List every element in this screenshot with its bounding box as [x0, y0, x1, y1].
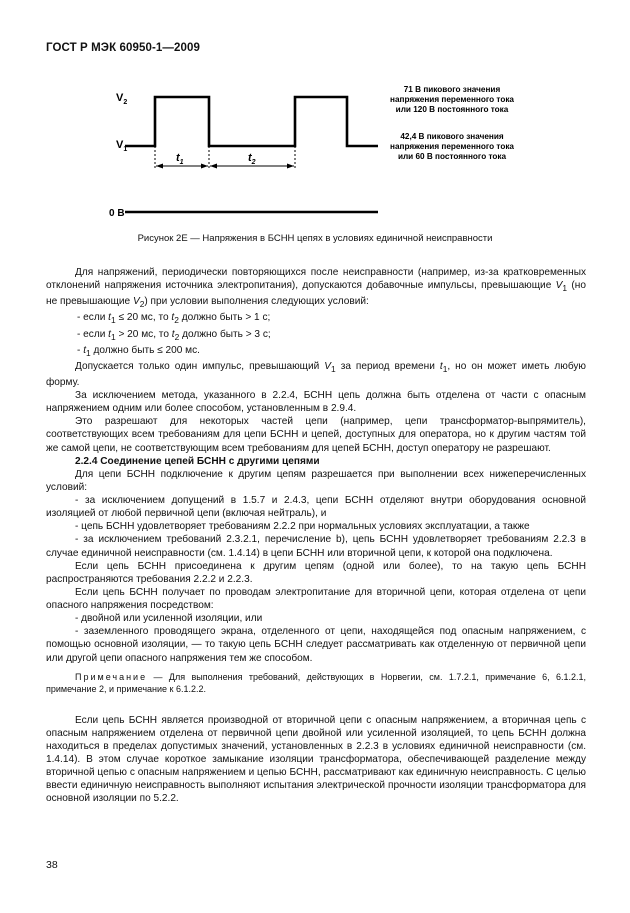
svg-text:напряжения переменного тока: напряжения переменного тока	[390, 142, 514, 151]
svg-text:напряжения переменного тока: напряжения переменного тока	[390, 95, 514, 104]
svg-text:или 60 В постоянного тока: или 60 В постоянного тока	[397, 152, 507, 161]
paragraph: Если цепь БСНН получает по проводам электропитание для вторичной цепи, которая отделена от цепи опасного напряжения посредством:	[46, 586, 586, 612]
paragraph: Для напряжений, периодически повторяющихся после неисправности (например, из-за кратковременных отклонений напряжения источника электропитания), допускаются добавочные импульсы, превышающие $V_1$ (но не превышающие $V_2$) при условии выполнения следующих условий:	[46, 267, 586, 310]
upper-voltage-note	[390, 85, 514, 114]
paragraph: Если цепь БСНН присоединена к другим цепям (одной или более), то на такую цепь БСНН распространяются требования 2.2.2 и 2.2.3.	[46, 560, 586, 585]
t2-label: $t_2$	[248, 152, 256, 166]
list-item: - за исключением требований 2.3.2.1, перечисление b), цепь БСНН удовлетворяет требованиям 2.2.3 в случае единичной неисправности (см. 1.4.14) в цепи БСНН или вторичной цепи, к которой она подключена.	[46, 534, 586, 559]
svg-text:42,4 В пикового значения: 42,4 В пикового значения	[400, 132, 504, 141]
figure-caption: Рисунок 2Е — Напряжения в БСНН цепях в условиях единичной неисправности	[137, 233, 493, 244]
page-number: 38	[46, 859, 58, 871]
paragraph: Допускается только один импульс, превышающий $V_1$ за период времени $t_1$, но он может иметь любую форму.	[46, 360, 586, 388]
document-header: ГОСТ Р МЭК 60950-1—2009	[46, 42, 200, 54]
v1-label: $V_1$	[116, 139, 128, 153]
list-item: - заземленного проводящего экрана, отделенного от цепи, находящейся под опасным напряжением, с помощью основной изоляции, — то такую цепь БСНН следует рассматривать как отделенную от первичной цепи или другой цепи опасного напряжения тем же способом.	[46, 626, 586, 664]
zero-label: 0 В	[109, 208, 125, 219]
paragraph: Если цепь БСНН является производной от вторичной цепи с опасным напряжением, а вторичная цепь с опасным напряжением отделена от первичной цепи двойной или усиленной изоляцией, то цепь БСНН должна находиться в пределах допустимых значений, установленных в 2.2.3 в условиях единичной неисправности (см. 1.4.14). В этом случае короткое замыкание изоляции трансформатора, обеспечивающей разделение между вторичной цепью с опасным напряжением и цепью БСНН, рассматривают как единичную неисправность. С целью ввести единичную неисправность выполняют испытания электрической прочности изоляции трансформатора для основной изоляции по 5.2.2.	[46, 714, 586, 805]
paragraph: За исключением метода, указанного в 2.2.4, БСНН цепь должна быть отделена от части с опасным напряжением одним или более способом, установленным в 2.9.4.	[46, 390, 586, 415]
condition-item: - если $t_1 > 20$ мс, то $t_2$ должно быть > 3 с;	[77, 328, 271, 342]
condition-item: - $t_1$ должно быть ≤ 200 мс.	[77, 344, 200, 358]
svg-text:или 120 В постоянного тока: или 120 В постоянного тока	[395, 105, 509, 114]
list-item: - цепь БСНН удовлетворяет требованиям 2.2.2 при нормальных условиях эксплуатации, а также	[75, 521, 530, 533]
note: Примечание — Для выполнения требований, действующих в Норвегии, см. 1.7.2.1, примечание 6, 6.1.2.1, примечание 2, и примечание к 6.1.2.2.	[46, 671, 586, 695]
v2-label: $V_2$	[116, 92, 128, 106]
section-heading: 2.2.4 Соединение цепей БСНН с другими цепями	[75, 455, 320, 467]
lower-voltage-note	[390, 132, 514, 161]
list-item: - двойной или усиленной изоляции, или	[75, 613, 263, 625]
voltage-diagram	[0, 0, 630, 230]
t1-label: $t_1$	[176, 152, 184, 166]
paragraph: Для цепи БСНН подключение к другим цепям разрешается при выполнении всех нижеперечисленных условий:	[46, 468, 586, 493]
svg-text:71 В пикового значения: 71 В пикового значения	[403, 85, 501, 94]
voltage-waveform	[125, 97, 378, 146]
list-item: - за исключением допущений в 1.5.7 и 2.4.3, цепи БСНН отделяют внутри оборудования основной изоляцией от любой первичной цепи (включая нейтраль), и	[46, 495, 586, 520]
paragraph: Это разрешают для некоторых частей цепи (например, цепи трансформатор-выпрямитель), соответствующих всем требованиям для цепи БСНН и цепей, доступных для оператора, но к другим частям той же самой цепи, не соответствующим всем требованиям для цепей БСНН, доступ оператору не разрешают.	[46, 416, 586, 454]
condition-item: - если $t_1 \le 20$ мс, то $t_2$ должно быть > 1 с;	[77, 312, 271, 326]
body-text	[46, 266, 586, 806]
